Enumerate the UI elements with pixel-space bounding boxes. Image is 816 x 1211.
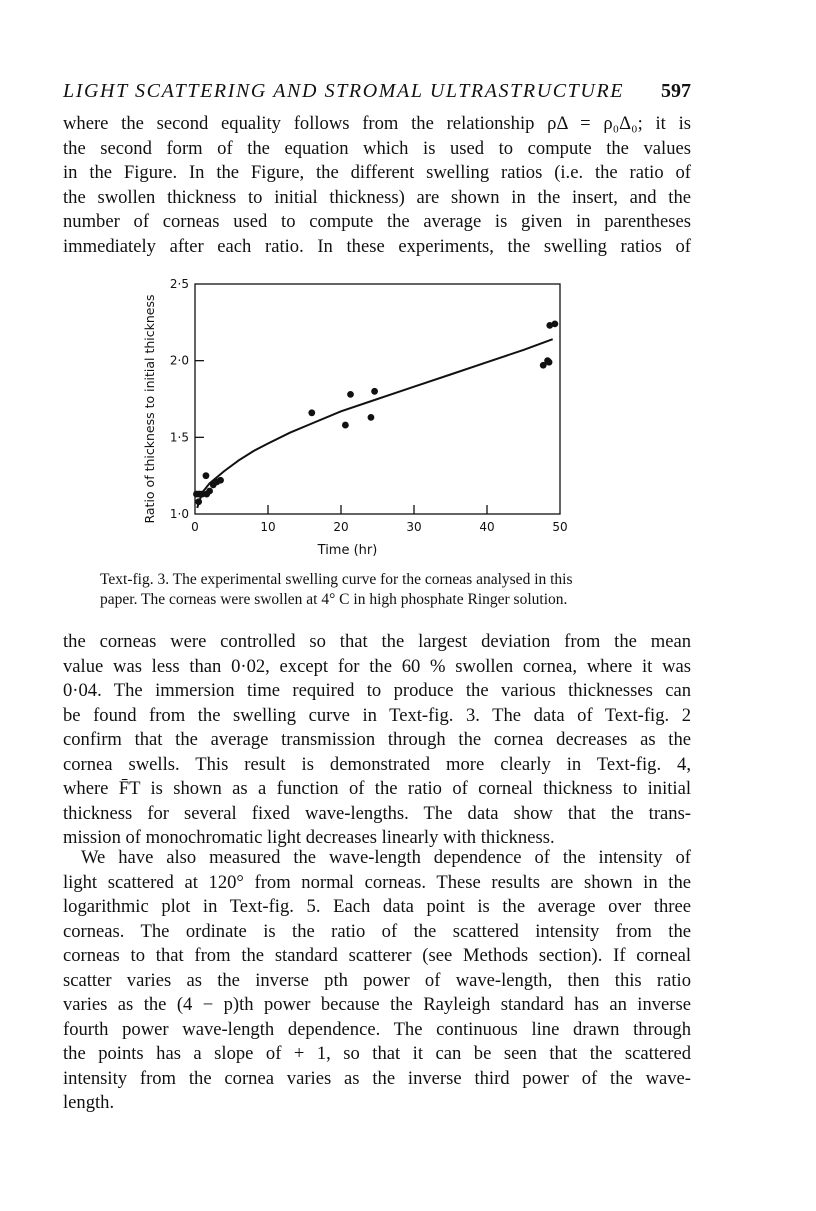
paragraph-1 (63, 112, 691, 259)
y-tick-label: 2·0 (169, 353, 189, 368)
text-line: cornea swells. This result is demonstrated more clearly in Text-fig. 4, (63, 753, 691, 775)
y-tick-label: 2·5 (169, 277, 189, 291)
data-point (551, 320, 558, 327)
data-point (308, 409, 315, 416)
text-line: where the second equality follows from the relationship ρΔ = ρ₀Δ₀; it is (63, 113, 691, 134)
text-line: logarithmic plot in Text-fig. 5. Each data point is the average over three (63, 896, 691, 917)
running-head (63, 80, 691, 110)
y-axis-label: Ratio of thickness to initial thickness (142, 294, 157, 524)
data-point (203, 472, 210, 479)
text-line: 0·04. The immersion time required to produce the various thicknesses can (63, 680, 691, 701)
x-axis-label: Time (hr) (317, 543, 378, 558)
text-line: corneas. The ordinate is the ratio of the scattered intensity from the (63, 920, 691, 942)
chart-axes (142, 277, 568, 558)
y-tick-label: 1·0 (169, 507, 189, 521)
text-line: be found from the swelling curve in Text-fig. 3. The data of Text-fig. 2 (63, 704, 691, 726)
swelling-chart (132, 268, 582, 568)
text-line: thickness for several fixed wave-lengths. The data show that the trans- (63, 802, 691, 824)
text-line: scatter varies as the inverse pth power of wave-length, then this ratio (63, 969, 691, 991)
text-line: We have also measured the wave-length dependence of the intensity of (81, 847, 691, 868)
x-tick-label: 10 (260, 520, 276, 534)
running-head-title: LIGHT SCATTERING AND STROMAL ULTRASTRUCTURE (63, 80, 625, 102)
caption-line: paper. The corneas were swollen at 4° C in high phosphate Ringer solution. (100, 591, 568, 608)
x-tick-label: 0 (191, 520, 199, 534)
caption-line: Text-fig. 3. The experimental swelling curve for the corneas analysed in this (100, 571, 573, 588)
text-line: the swollen thickness to initial thickness) are shown in the insert, and the (63, 186, 691, 208)
text-line: varies as the (4 − p)th power because the Rayleigh standard has an inverse (63, 994, 691, 1015)
x-tick-label: 20 (333, 520, 349, 534)
text-line: the points has a slope of + 1, so that it can be seen that the scattered (63, 1043, 691, 1064)
text-line: fourth power wave-length dependence. The continuous line drawn through (63, 1018, 691, 1040)
data-point (347, 391, 354, 398)
paragraph-3 (63, 846, 691, 1116)
text-line: immediately after each ratio. In these experiments, the swelling ratios of (63, 235, 691, 257)
text-line: mission of monochromatic light decreases linearly with thickness. (63, 827, 555, 848)
x-tick-label: 50 (552, 520, 568, 534)
x-tick-label: 40 (479, 520, 495, 534)
data-point (342, 422, 349, 429)
paragraph-2 (63, 630, 691, 851)
text-line: confirm that the average transmission through the cornea decreases as the (63, 729, 691, 750)
page-number: 597 (661, 80, 691, 102)
y-tick-label: 1·5 (169, 430, 189, 445)
chart-marks (193, 320, 558, 507)
text-line: where F̄T is shown as a function of the ratio of corneal thickness to initial (63, 778, 691, 799)
data-point (368, 414, 375, 421)
data-point (371, 388, 378, 395)
text-line: length. (63, 1092, 115, 1113)
text-line: the second form of the equation which is used to compute the values (63, 137, 691, 159)
text-line: light scattered at 120° from normal corneas. These results are shown in the (63, 871, 691, 893)
text-line: in the Figure. In the Figure, the different swelling ratios (i.e. the ratio of (63, 162, 691, 183)
text-line: corneas to that from the standard scatterer (see Methods section). If corneal (63, 945, 691, 966)
figure-caption (100, 570, 680, 610)
text-line: the corneas were controlled so that the largest deviation from the mean (63, 631, 691, 652)
data-point (195, 498, 202, 505)
data-point (546, 359, 553, 366)
data-point (206, 488, 213, 495)
text-line: intensity from the cornea varies as the inverse third power of the wave- (63, 1067, 691, 1089)
text-line: number of corneas used to compute the average is given in parentheses (63, 211, 691, 232)
text-line: value was less than 0·02, except for the 60 % swollen cornea, where it was (63, 655, 691, 677)
fitted-curve-line (197, 339, 553, 508)
data-point (217, 477, 224, 484)
x-tick-label: 30 (406, 520, 422, 534)
